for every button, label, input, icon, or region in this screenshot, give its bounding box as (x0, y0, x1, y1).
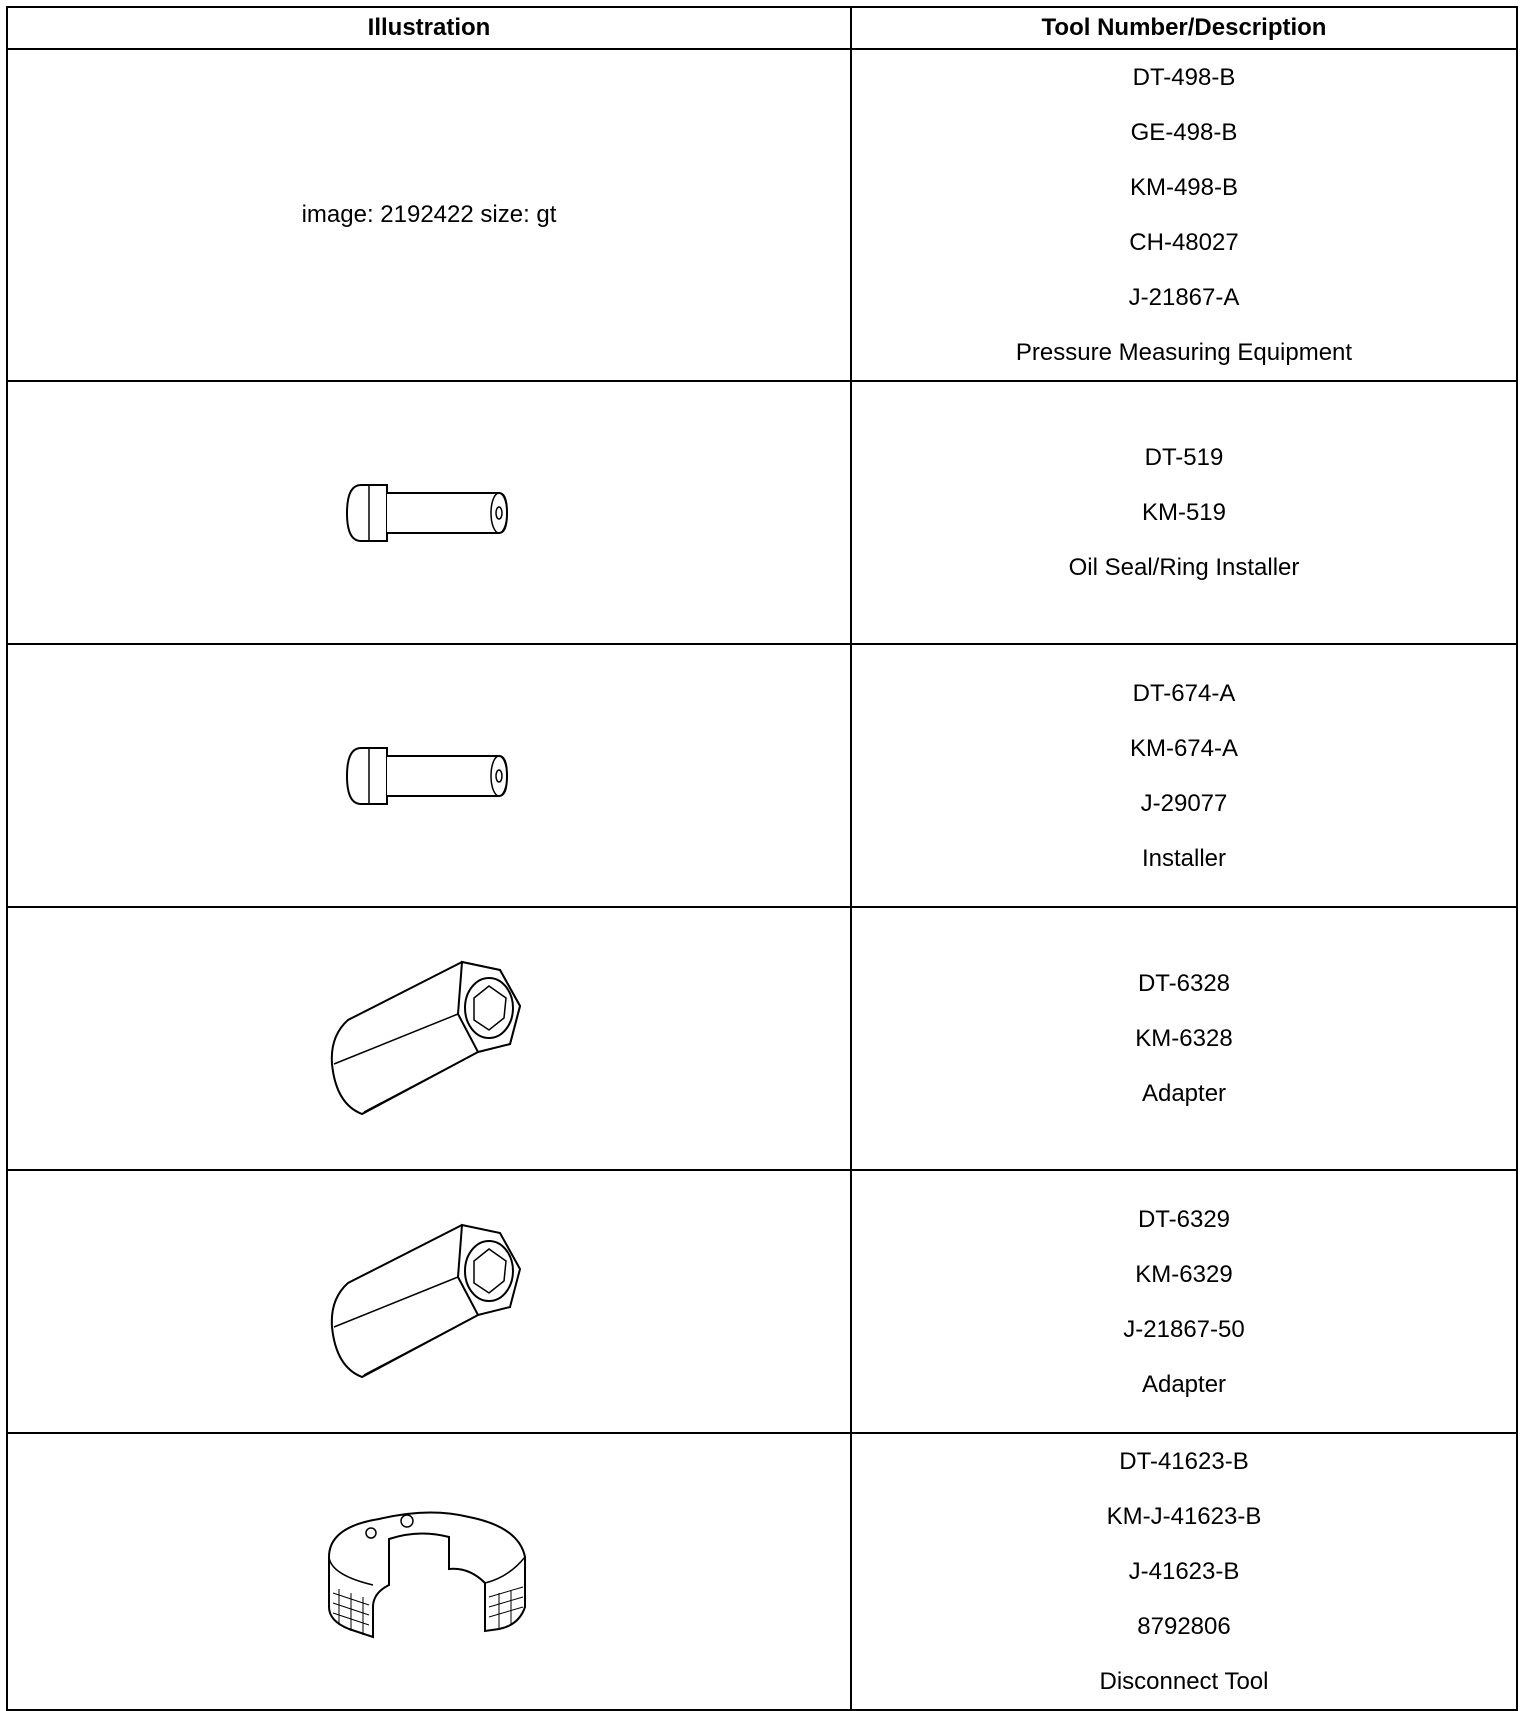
tool-description-cell (851, 1170, 1517, 1433)
tool-number: DT-674-A (1132, 679, 1236, 707)
tool-number: J-29077 (1140, 789, 1228, 817)
tool-description: Adapter (1141, 1080, 1227, 1107)
tool-description-header: Tool Number/Description (851, 7, 1517, 49)
tool-number: GE-498-B (1130, 119, 1238, 146)
table-row (7, 644, 1517, 907)
tool-description: Adapter (1141, 1370, 1227, 1398)
tool-number: DT-41623-B (1119, 1448, 1249, 1475)
tool-description: Oil Seal/Ring Installer (1068, 554, 1300, 581)
tool-description-cell (851, 381, 1517, 644)
oil-seal-installer-icon (339, 473, 519, 553)
installer-icon (339, 736, 519, 816)
illustration-header: Illustration (7, 7, 851, 49)
tool-number: 8792806 (1137, 1613, 1231, 1640)
image-placeholder-text: image: 2192422 size: gt (301, 201, 557, 228)
tool-number: CH-48027 (1129, 229, 1239, 256)
illustration-cell (7, 49, 851, 381)
tool-description: Disconnect Tool (1099, 1668, 1269, 1695)
hex-adapter-icon (324, 954, 534, 1124)
tool-number: KM-498-B (1129, 174, 1239, 201)
tool-description-cell (851, 644, 1517, 907)
tool-number: KM-674-A (1129, 734, 1239, 762)
hex-adapter-icon (324, 1217, 534, 1387)
illustration-cell (7, 644, 851, 907)
tool-description-cell (851, 49, 1517, 381)
tool-number: DT-519 (1144, 444, 1224, 471)
tool-description-cell (851, 1433, 1517, 1710)
tool-number: DT-6328 (1137, 970, 1231, 997)
illustration-cell (7, 1170, 851, 1433)
tool-table (6, 6, 1518, 1711)
table-row (7, 1433, 1517, 1710)
tool-number: KM-6329 (1135, 1260, 1233, 1288)
table-row (7, 1170, 1517, 1433)
tool-number: J-21867-A (1128, 284, 1240, 311)
tool-description-cell (851, 907, 1517, 1170)
tool-number: KM-519 (1141, 499, 1227, 526)
illustration-cell (7, 1433, 851, 1710)
tool-description: Pressure Measuring Equipment (1015, 339, 1353, 366)
disconnect-tool-icon (319, 1497, 539, 1647)
illustration-cell (7, 907, 851, 1170)
tool-number: KM-6328 (1135, 1025, 1233, 1052)
tool-number: J-21867-50 (1123, 1315, 1245, 1343)
header-row (7, 7, 1517, 49)
tool-description: Installer (1141, 844, 1227, 872)
tool-number: DT-6329 (1137, 1205, 1231, 1233)
table-row (7, 381, 1517, 644)
illustration-cell (7, 381, 851, 644)
table-row (7, 49, 1517, 381)
tool-number: KM-J-41623-B (1106, 1503, 1262, 1530)
table-row (7, 907, 1517, 1170)
tool-number: J-41623-B (1128, 1558, 1240, 1585)
tool-number: DT-498-B (1132, 64, 1236, 91)
